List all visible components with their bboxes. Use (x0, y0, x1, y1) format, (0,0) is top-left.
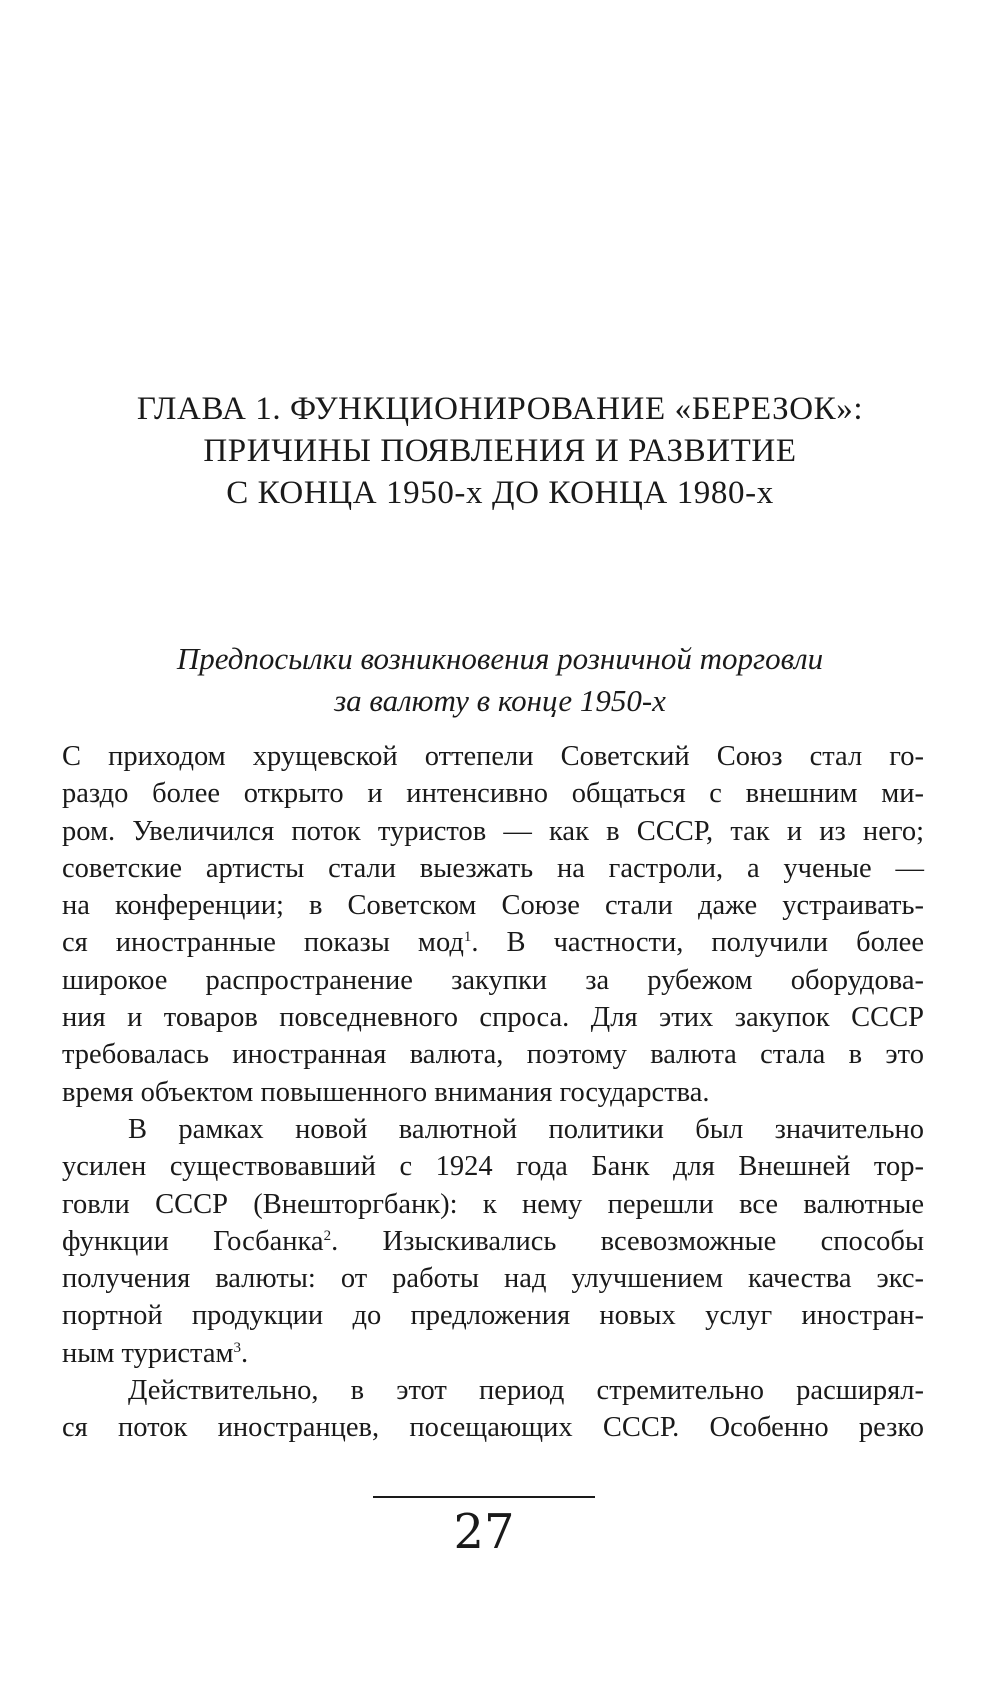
footer-rule (373, 1496, 595, 1498)
chapter-title-line: ПРИЧИНЫ ПОЯВЛЕНИЯ И РАЗВИТИЕ (203, 433, 797, 469)
text-line (62, 1223, 924, 1260)
text-line: С приходом хрущевской оттепели Советский Союз стал го- (62, 741, 924, 772)
footnote-marker: 2 (323, 1227, 332, 1244)
chapter-title-line: С КОНЦА 1950-х ДО КОНЦА 1980-х (226, 475, 774, 511)
page-number: 27 (453, 1504, 515, 1560)
text-line: широкое распространение закупки за рубежом оборудова- (62, 964, 924, 996)
text-line (62, 1335, 924, 1372)
section-heading (60, 638, 940, 722)
text-line: получения валюты: от работы над улучшением качества экс- (62, 1263, 924, 1295)
text-line: ся поток иностранцев, посещающих СССР. Особенно резко (62, 1412, 924, 1444)
body-text (62, 738, 924, 1447)
text-line: советские артисты стали выезжать на гастроли, а ученые — (62, 852, 924, 884)
text-line (62, 924, 924, 961)
text-line: ния и товаров повседневного спроса. Для этих закупок СССР (62, 1002, 924, 1034)
text-fragment: . В частности, получили более (471, 927, 924, 959)
text-fragment: ся иностранные показы мод (62, 927, 464, 959)
chapter-title-line: ГЛАВА 1. ФУНКЦИОНИРОВАНИЕ «БЕРЕЗОК»: (136, 391, 864, 427)
text-fragment: . Изыскивались всевозможные способы (331, 1225, 924, 1257)
text-line: говли СССР (Внешторгбанк): к нему перешли все валютные (62, 1188, 924, 1220)
text-line: на конференции; в Советском Союзе стали даже устраивать- (62, 890, 924, 922)
text-line: время объектом повышенного внимания государства. (62, 1076, 710, 1108)
section-heading-line: за валюту в конце 1950-х (334, 683, 666, 718)
section-heading-line: Предпосылки возникновения розничной торговли (176, 641, 824, 676)
footnote-marker: 3 (233, 1339, 242, 1356)
text-line: ром. Увеличился поток туристов — как в СССР, так и из него; (62, 815, 924, 847)
text-line: портной продукции до предложения новых услуг иностран- (62, 1300, 924, 1332)
chapter-title (60, 388, 940, 514)
text-fragment: ным туристам (62, 1337, 234, 1369)
footnote-marker: 1 (463, 929, 472, 946)
text-line: раздо более открыто и интенсивно общаться с внешним ми- (62, 778, 924, 810)
text-fragment: функции Госбанка (62, 1225, 324, 1257)
text-line: Действительно, в этот период стремительно расширял- (128, 1375, 924, 1407)
text-line: требовалась иностранная валюта, поэтому валюта стала в это (62, 1039, 924, 1071)
text-fragment: . (241, 1337, 249, 1369)
text-line: В рамках новой валютной политики был значительно (128, 1113, 924, 1145)
text-line: усилен существовавший с 1924 года Банк для Внешней тор- (62, 1151, 924, 1183)
